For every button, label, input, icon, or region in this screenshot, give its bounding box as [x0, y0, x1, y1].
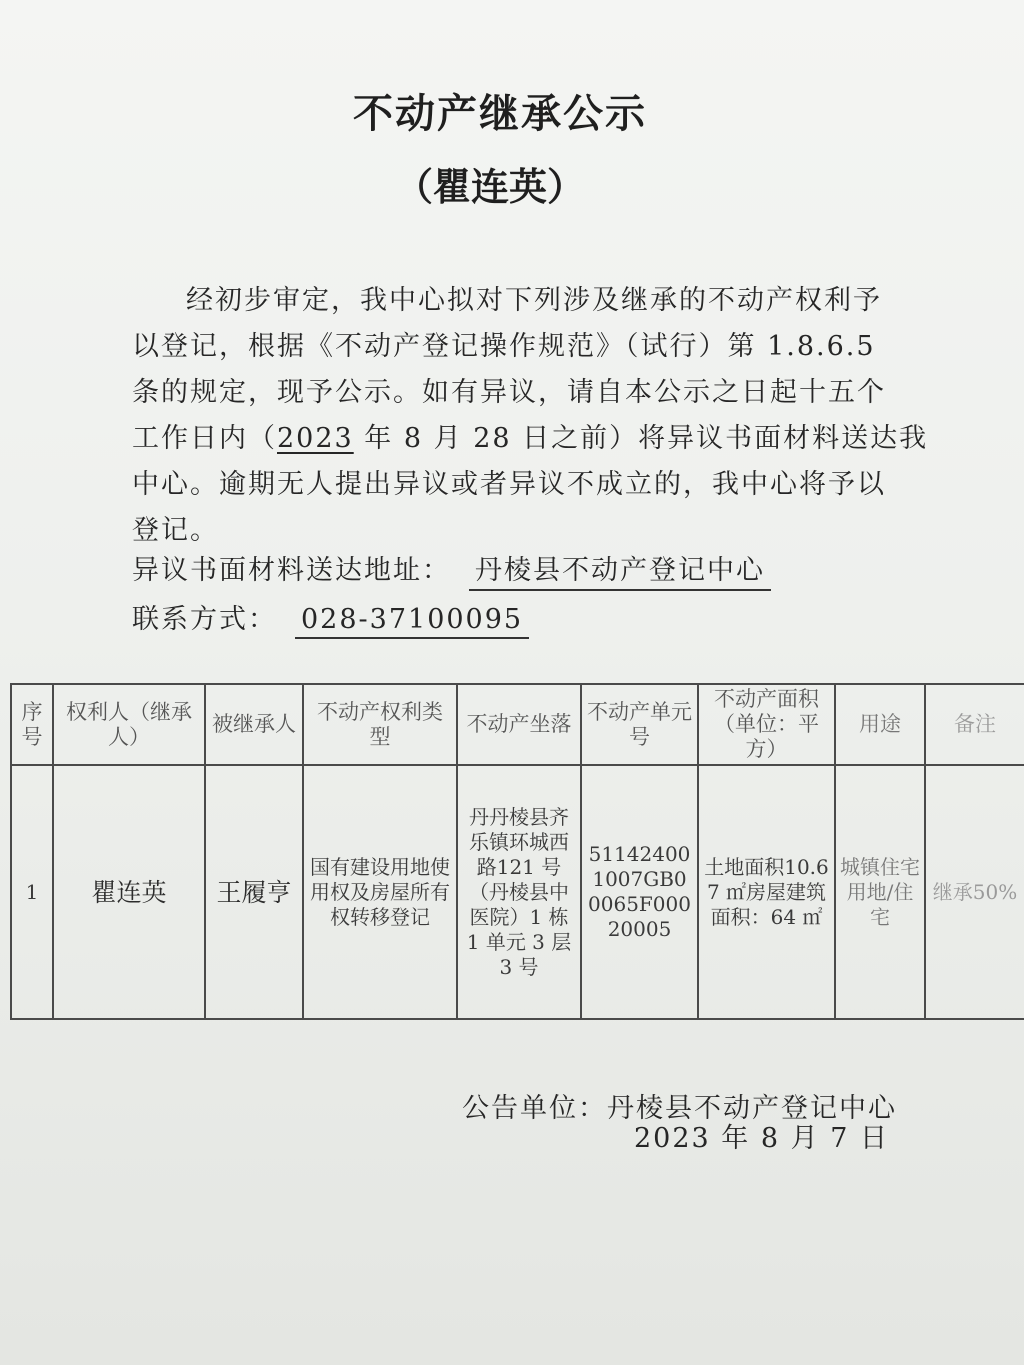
header-right-type: 不动产权利类型	[303, 684, 457, 765]
cell-location: 丹丹棱县齐乐镇环城西路121 号（丹棱县中医院）1 栋 1 单元 3 层 3 号	[457, 765, 581, 1019]
cell-inheritee: 王履亨	[205, 765, 303, 1019]
paragraph-line: 中心。逾期无人提出异议或者异议不成立的，我中心将予以	[132, 469, 886, 500]
inheritance-table	[10, 683, 1024, 1020]
header-unit-no: 不动产单元号	[581, 684, 698, 765]
deadline-prefix: 工作日内（	[132, 423, 277, 454]
paragraph-line	[132, 416, 929, 462]
cell-area: 土地面积10.67 ㎡房屋建筑面积：64 ㎡	[698, 765, 835, 1019]
cell-right-holder: 瞿连英	[53, 765, 205, 1019]
cell-usage: 城镇住宅用地/住宅	[835, 765, 925, 1019]
paragraph-line: 经初步审定，我中心拟对下列涉及继承的不动产权利予	[186, 285, 882, 316]
contact-value: 028-37100095	[295, 604, 529, 639]
header-area: 不动产面积（单位：平方）	[698, 684, 835, 765]
address-value: 丹棱县不动产登记中心	[469, 548, 771, 591]
table-row	[11, 765, 1024, 1019]
document-subtitle: （瞿连英）	[394, 165, 585, 209]
address-row	[132, 548, 771, 591]
deadline-suffix: 年 8 月 28 日之前）将异议书面材料送达我	[353, 423, 929, 454]
cell-seq: 1	[11, 765, 53, 1019]
paragraph-line: 条的规定，现予公示。如有异议，请自本公示之日起十五个	[132, 377, 886, 408]
header-location: 不动产坐落	[457, 684, 581, 765]
contact-row	[132, 597, 529, 639]
contact-label: 联系方式：	[132, 604, 277, 635]
paragraph-line: 登记。	[132, 515, 219, 546]
table-header-row	[11, 684, 1024, 765]
header-inheritee: 被继承人	[205, 684, 303, 765]
issue-date: 2023 年 8 月 7 日	[634, 1123, 889, 1154]
header-seq: 序号	[11, 684, 53, 765]
notice-paragraph	[132, 278, 929, 554]
cell-remark: 继承50%	[925, 765, 1024, 1019]
paragraph-line: 以登记，根据《不动产登记操作规范》（试行）第 1.8.6.5	[132, 331, 876, 362]
cell-right-type: 国有建设用地使用权及房屋所有权转移登记	[303, 765, 457, 1019]
header-right-holder: 权利人（继承人）	[53, 684, 205, 765]
document-title: 不动产继承公示	[353, 91, 647, 137]
header-remark: 备注	[925, 684, 1024, 765]
address-label: 异议书面材料送达地址：	[132, 555, 451, 586]
issuer-line: 公告单位：丹棱县不动产登记中心	[462, 1093, 897, 1124]
deadline-year: 2023	[277, 423, 354, 454]
cell-unit-no: 511424001007GB00065F00020005	[581, 765, 698, 1019]
header-usage: 用途	[835, 684, 925, 765]
